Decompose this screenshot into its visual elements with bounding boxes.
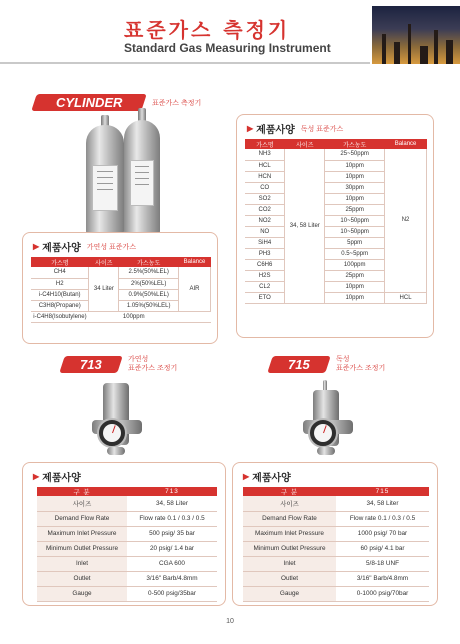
spec-label-cell: Minimum Outlet Pressure [37, 541, 127, 556]
spec-label-cell: Outlet [243, 571, 336, 586]
table-row [37, 586, 217, 601]
toxic-spec-box [236, 114, 434, 338]
regulator-713-spec-table: 구 분 713 사이즈 34, 58 Liter Demand Flow Rate Flow rate 0.1 / 0.3 / 0.5 Maximum Inlet Pressure 500 psig/ 35 bar Minimum Outlet Pressure 20 psig/ 1.4 bar Inlet CGA 600 Outlet 3/16" Barb/4.8mm Gauge 0-500 psig/35bar [37, 487, 217, 602]
regulator-713-spec-heading: ▶ 제품사양 [33, 472, 81, 484]
triangle-bullet-icon: ▶ [243, 472, 250, 481]
spec-value-cell: CGA 600 [127, 556, 217, 571]
spec-label-cell: Demand Flow Rate [37, 511, 127, 526]
gas-name-cell: CO [245, 182, 285, 193]
page-header [0, 0, 460, 64]
table-row [37, 541, 217, 556]
gas-name-cell: HCN [245, 171, 285, 182]
concentration-cell: 5ppm [325, 237, 385, 248]
concentration-cell: 2%(50%LEL) [119, 278, 179, 289]
table-row [37, 496, 217, 511]
gas-name-cell: CH4 [31, 267, 89, 278]
regulator-713-caption: 가연성 표준가스 조정기 [128, 356, 178, 372]
spec-label-cell: Inlet [37, 556, 127, 571]
concentration-cell: 25~50ppm [325, 149, 385, 160]
triangle-bullet-icon: ▶ [247, 124, 254, 133]
regulator-715-caption: 독성 표준가스 조정기 [336, 356, 386, 372]
header-divider [0, 62, 370, 64]
gas-name-cell: i-C4H10(Butan) [31, 289, 89, 300]
flammable-spec-heading: ▶ 제품사양 가연성 표준가스 [33, 242, 137, 254]
spec-value-cell: 5/8-18 UNF [336, 556, 429, 571]
concentration-cell: 25ppm [325, 270, 385, 281]
spec-label-cell: Minimum Outlet Pressure [243, 541, 336, 556]
table-row [31, 311, 211, 322]
spec-value-cell: 0-500 psig/35bar [127, 586, 217, 601]
gas-name-cell: SiH4 [245, 237, 285, 248]
concentration-cell: 1.05%(50%LEL) [119, 300, 179, 311]
spec-value-cell: 34, 58 Liter [127, 496, 217, 511]
spec-value-cell: 20 psig/ 1.4 bar [127, 541, 217, 556]
concentration-cell: 10~50ppm [325, 215, 385, 226]
concentration-cell: 10ppm [325, 193, 385, 204]
gas-name-cell: i-C4H8(Isobutylene) [31, 311, 89, 322]
spec-label-cell: Outlet [37, 571, 127, 586]
concentration-cell: 10ppm [325, 281, 385, 292]
gas-name-cell: NO [245, 226, 285, 237]
table-row [243, 496, 429, 511]
balance-cell: HCL [385, 292, 427, 303]
spec-value-cell: 1000 psig/ 70 bar [336, 526, 429, 541]
table-row [243, 556, 429, 571]
concentration-cell: 100ppm [89, 311, 179, 322]
table-row [243, 586, 429, 601]
spec-value-cell: 500 psig/ 35 bar [127, 526, 217, 541]
concentration-cell: 0.9%(50%LEL) [119, 289, 179, 300]
triangle-bullet-icon: ▶ [33, 472, 40, 481]
gas-name-cell: H2 [31, 278, 89, 289]
flammable-spec-box [22, 232, 218, 344]
gas-name-cell: NO2 [245, 215, 285, 226]
concentration-cell: 25ppm [325, 204, 385, 215]
spec-value-cell: 3/16" Barb/4.8mm [336, 571, 429, 586]
refinery-photo [372, 6, 460, 64]
cylinder-caption: 표준가스 측정기 [152, 100, 202, 107]
size-cell: 34, 58 Liter [285, 149, 325, 303]
table-row [243, 541, 429, 556]
spec-value-cell: 34, 58 Liter [336, 496, 429, 511]
gas-name-cell: ETO [245, 292, 285, 303]
concentration-cell: 10ppm [325, 171, 385, 182]
gas-name-cell: PH3 [245, 248, 285, 259]
gas-name-cell: NH3 [245, 149, 285, 160]
size-cell: 34 Liter [89, 267, 119, 311]
table-row [37, 526, 217, 541]
spec-value-cell: Flow rate 0.1 / 0.3 / 0.5 [127, 511, 217, 526]
concentration-cell: 10~50ppm [325, 226, 385, 237]
spec-label-cell: 사이즈 [37, 496, 127, 511]
spec-label-cell: Inlet [243, 556, 336, 571]
balance-cell: N2 [385, 149, 427, 292]
gas-name-cell: H2S [245, 270, 285, 281]
concentration-cell: 10ppm [325, 160, 385, 171]
table-row [37, 556, 217, 571]
balance-cell: AIR [179, 267, 211, 311]
regulator-715-badge: 715 [267, 356, 331, 373]
table-row [31, 267, 211, 278]
toxic-spec-table: 가스명 사이즈 가스농도 Balance NH3 34, 58 Liter 25~50ppm N2 HCL 10ppm HCN 10ppm CO 30ppm SO2 10ppm CO2 25ppm NO2 10~50ppm NO 10~50ppm SiH4 5ppm PH3 0.5~5ppm C6H6 100ppm H2S 25ppm CL2 10ppm ETO 10ppm HCL [245, 139, 427, 304]
toxic-spec-heading: ▶ 제품사양 독성 표준가스 [247, 124, 344, 136]
concentration-cell: 100ppm [325, 259, 385, 270]
table-row [243, 526, 429, 541]
concentration-cell: 2.5%(50%LEL) [119, 267, 179, 278]
page-subtitle: Standard Gas Measuring Instrument [124, 41, 331, 55]
spec-value-cell: Flow rate 0.1 / 0.3 / 0.5 [336, 511, 429, 526]
spec-label-cell: Gauge [243, 586, 336, 601]
gas-name-cell: CO2 [245, 204, 285, 215]
gas-name-cell: SO2 [245, 193, 285, 204]
spec-label-cell: Maximum Inlet Pressure [37, 526, 127, 541]
spec-value-cell: 3/16" Barb/4.8mm [127, 571, 217, 586]
regulator-715-spec-box [232, 462, 438, 606]
regulator-713-spec-box [22, 462, 226, 606]
spec-value-cell: 60 psig/ 4.1 bar [336, 541, 429, 556]
page-title: 표준가스 측정기 [124, 18, 291, 42]
regulator-715-spec-table: 구 분 715 사이즈 34, 58 Liter Demand Flow Rate Flow rate 0.1 / 0.3 / 0.5 Maximum Inlet Pressure 1000 psig/ 70 bar Minimum Outlet Pressure 60 psig/ 4.1 bar Inlet 5/8-18 UNF Outlet 3/16" Barb/4.8mm Gauge 0-1000 psig/70bar [243, 487, 429, 602]
concentration-cell: 30ppm [325, 182, 385, 193]
spec-label-cell: Demand Flow Rate [243, 511, 336, 526]
table-row [245, 292, 427, 303]
triangle-bullet-icon: ▶ [33, 242, 40, 251]
cylinder-badge: CYLINDER [31, 94, 147, 111]
table-row [243, 571, 429, 586]
table-row [245, 149, 427, 160]
table-row [37, 511, 217, 526]
spec-value-cell: 0-1000 psig/70bar [336, 586, 429, 601]
spec-label-cell: Gauge [37, 586, 127, 601]
balance-cell [179, 311, 211, 322]
table-row [37, 571, 217, 586]
gas-name-cell: CL2 [245, 281, 285, 292]
regulator-713-badge: 713 [59, 356, 123, 373]
flammable-spec-table: 가스명 사이즈 가스농도 Balance CH4 34 Liter 2.5%(50%LEL) AIR H2 2%(50%LEL) i-C4H10(Butan) 0.9%(50%LEL) C3H8(Propane) 1.05%(50%LEL) i-C4H8(Isobutylene) 100ppm [31, 257, 211, 323]
gas-name-cell: C3H8(Propane) [31, 300, 89, 311]
page-number: 10 [226, 618, 234, 625]
regulator-715-spec-heading: ▶ 제품사양 [243, 472, 291, 484]
gas-name-cell: HCL [245, 160, 285, 171]
table-row [243, 511, 429, 526]
gas-name-cell: C6H6 [245, 259, 285, 270]
concentration-cell: 10ppm [325, 292, 385, 303]
concentration-cell: 0.5~5ppm [325, 248, 385, 259]
spec-label-cell: 사이즈 [243, 496, 336, 511]
spec-label-cell: Maximum Inlet Pressure [243, 526, 336, 541]
